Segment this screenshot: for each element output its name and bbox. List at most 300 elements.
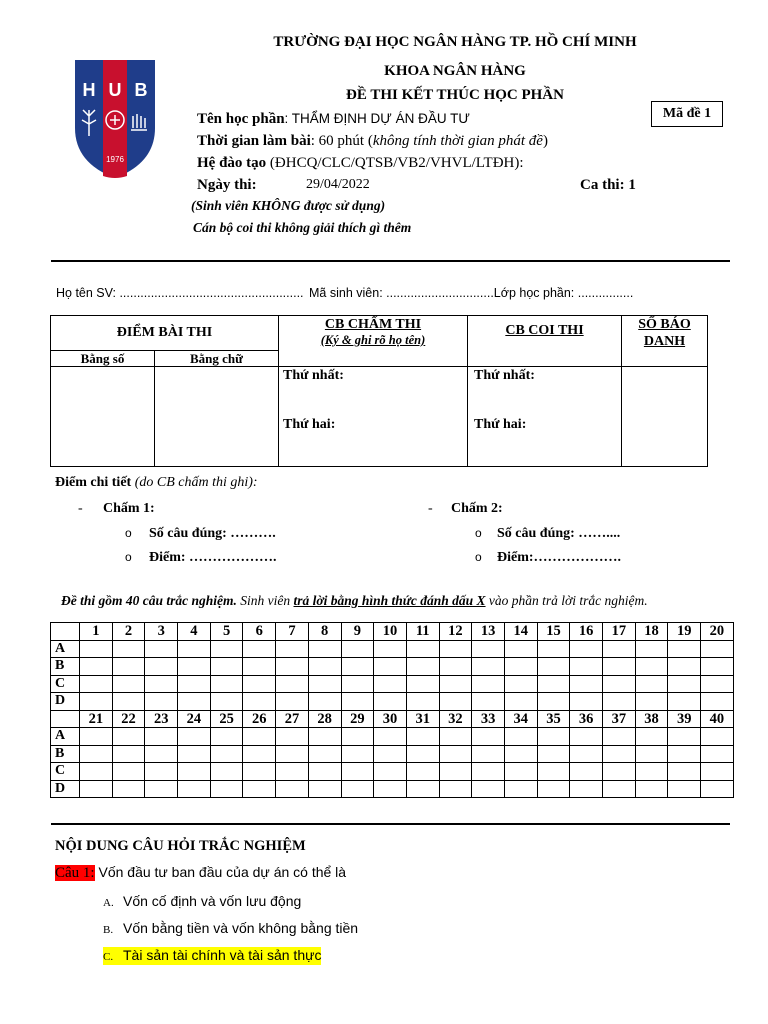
answer-mark-cell[interactable] xyxy=(537,780,570,798)
question-number-cell: 11 xyxy=(406,623,439,641)
answer-mark-cell[interactable] xyxy=(308,728,341,746)
grid-corner-cell xyxy=(51,623,80,641)
answer-mark-cell[interactable] xyxy=(308,675,341,693)
answer-mark-cell[interactable] xyxy=(276,745,309,763)
answer-mark-cell[interactable] xyxy=(635,745,668,763)
answer-mark-cell[interactable] xyxy=(341,780,374,798)
answer-mark-cell[interactable] xyxy=(341,640,374,658)
answer-mark-cell[interactable] xyxy=(308,640,341,658)
answer-mark-cell[interactable] xyxy=(210,780,243,798)
course-label: Tên học phần xyxy=(197,111,285,127)
answer-mark-cell[interactable] xyxy=(668,763,701,781)
detail-label: Điểm chi tiết xyxy=(55,475,132,490)
answer-mark-cell[interactable] xyxy=(537,640,570,658)
answer-mark-cell[interactable] xyxy=(668,745,701,763)
question-number-cell: 27 xyxy=(276,710,309,728)
cham1-bullet-2: o xyxy=(125,550,132,564)
answer-mark-cell[interactable] xyxy=(635,640,668,658)
answer-mark-cell[interactable] xyxy=(243,658,276,676)
question-number-cell: 23 xyxy=(145,710,178,728)
instruction-line xyxy=(61,593,648,609)
section-title: NỘI DUNG CÂU HỎI TRẮC NGHIỆM xyxy=(55,838,306,854)
answer-mark-cell[interactable] xyxy=(243,745,276,763)
question-number-cell: 6 xyxy=(243,623,276,641)
faculty-name: KHOA NGÂN HÀNG xyxy=(384,63,526,79)
answer-mark-cell[interactable] xyxy=(668,780,701,798)
answer-mark-cell[interactable] xyxy=(537,745,570,763)
answer-mark-cell[interactable] xyxy=(210,658,243,676)
logo-letter-b: B xyxy=(134,80,148,100)
question-number-cell: 14 xyxy=(504,623,537,641)
course-name: : THẨM ĐỊNH DỰ ÁN ĐẦU TƯ xyxy=(284,111,470,126)
option-c-text: Tài sản tài chính và tài sản thực xyxy=(123,947,322,963)
answer-mark-cell[interactable] xyxy=(668,675,701,693)
question-number-cell: 19 xyxy=(668,623,701,641)
answer-mark-cell[interactable] xyxy=(178,640,211,658)
answer-mark-cell[interactable] xyxy=(504,745,537,763)
score-number-cell[interactable] xyxy=(51,367,155,467)
answer-mark-cell[interactable] xyxy=(276,763,309,781)
cham2-correct[interactable]: Số câu đúng: …….... xyxy=(497,526,621,541)
question-number-cell: 12 xyxy=(439,623,472,641)
option-a-text: Vốn cố định và vốn lưu động xyxy=(123,893,302,909)
question-1-label: Câu 1: xyxy=(55,865,95,881)
answer-mark-cell[interactable] xyxy=(406,745,439,763)
answer-mark-cell[interactable] xyxy=(504,728,537,746)
answer-mark-cell[interactable] xyxy=(570,693,603,711)
answer-mark-cell[interactable] xyxy=(178,780,211,798)
by-words-label: Bằng chữ xyxy=(190,351,243,366)
choice-letter-cell: C xyxy=(51,763,80,781)
answer-mark-cell[interactable] xyxy=(570,728,603,746)
by-words-header xyxy=(155,351,279,367)
answer-mark-cell[interactable] xyxy=(406,658,439,676)
answer-mark-cell[interactable] xyxy=(504,658,537,676)
question-number-cell: 26 xyxy=(243,710,276,728)
choice-letter-cell: A xyxy=(51,640,80,658)
divider-top xyxy=(51,260,730,262)
answer-mark-cell[interactable] xyxy=(701,780,734,798)
answer-mark-cell[interactable] xyxy=(472,658,505,676)
answer-mark-cell[interactable] xyxy=(80,728,113,746)
choice-letter-cell: B xyxy=(51,658,80,676)
answer-mark-cell[interactable] xyxy=(178,763,211,781)
answer-mark-cell[interactable] xyxy=(112,658,145,676)
answer-mark-cell[interactable] xyxy=(145,780,178,798)
cham1-dash: - xyxy=(78,501,83,516)
answer-mark-cell[interactable] xyxy=(635,658,668,676)
course-line xyxy=(197,111,470,128)
answer-mark-cell[interactable] xyxy=(276,693,309,711)
question-number-cell: 32 xyxy=(439,710,472,728)
answer-mark-cell[interactable] xyxy=(112,675,145,693)
answer-mark-cell[interactable] xyxy=(145,675,178,693)
grid-number-row xyxy=(51,623,734,641)
divider-bottom xyxy=(51,823,730,825)
answer-mark-cell[interactable] xyxy=(80,658,113,676)
answer-mark-cell[interactable] xyxy=(374,640,407,658)
answer-mark-cell[interactable] xyxy=(276,675,309,693)
answer-mark-cell[interactable] xyxy=(80,763,113,781)
answer-mark-cell[interactable] xyxy=(145,745,178,763)
exam-code-box xyxy=(651,101,723,127)
exam-shift: Ca thi: 1 xyxy=(580,177,636,193)
grid-answer-row xyxy=(51,693,734,711)
answer-mark-cell[interactable] xyxy=(603,675,636,693)
grader-header: CB CHẤM THI xyxy=(324,317,422,332)
answer-mark-cell[interactable] xyxy=(210,745,243,763)
answer-mark-cell[interactable] xyxy=(80,780,113,798)
answer-mark-cell[interactable] xyxy=(112,780,145,798)
proctor-header: CB COI THI xyxy=(505,323,584,338)
answer-mark-cell[interactable] xyxy=(570,658,603,676)
question-number-cell: 31 xyxy=(406,710,439,728)
answer-mark-cell[interactable] xyxy=(341,658,374,676)
answer-mark-cell[interactable] xyxy=(112,728,145,746)
question-number-cell: 5 xyxy=(210,623,243,641)
answer-mark-cell[interactable] xyxy=(243,728,276,746)
grid-answer-row xyxy=(51,640,734,658)
answer-mark-cell[interactable] xyxy=(210,693,243,711)
answer-mark-cell[interactable] xyxy=(701,658,734,676)
answer-mark-cell[interactable] xyxy=(374,675,407,693)
answer-mark-cell[interactable] xyxy=(701,763,734,781)
answer-mark-cell[interactable] xyxy=(439,728,472,746)
answer-mark-cell[interactable] xyxy=(701,675,734,693)
question-number-cell: 34 xyxy=(504,710,537,728)
option-b[interactable] xyxy=(103,920,358,938)
answer-mark-cell[interactable] xyxy=(635,780,668,798)
answer-mark-cell[interactable] xyxy=(243,693,276,711)
time-line xyxy=(197,133,548,150)
answer-mark-cell[interactable] xyxy=(374,728,407,746)
score-words-cell[interactable] xyxy=(155,367,279,467)
answer-mark-cell[interactable] xyxy=(635,675,668,693)
grid-answer-row xyxy=(51,675,734,693)
answer-mark-cell[interactable] xyxy=(308,745,341,763)
detail-note: (do CB chấm thi ghi): xyxy=(131,475,258,490)
score-header-cell xyxy=(51,316,279,351)
answer-mark-cell[interactable] xyxy=(439,780,472,798)
program-value: (ĐHCQ/CLC/QTSB/VB2/VHVL/LTĐH): xyxy=(266,155,524,171)
answer-mark-cell[interactable] xyxy=(145,693,178,711)
answer-mark-cell[interactable] xyxy=(145,763,178,781)
answer-mark-cell[interactable] xyxy=(308,763,341,781)
proctor-sign-cell[interactable] xyxy=(468,367,622,467)
option-c-key: C. xyxy=(103,951,114,963)
answer-mark-cell[interactable] xyxy=(537,693,570,711)
answer-mark-cell[interactable] xyxy=(668,640,701,658)
logo-letter-h: H xyxy=(82,80,96,100)
answer-mark-cell[interactable] xyxy=(341,745,374,763)
proctor-second: Thứ hai: xyxy=(474,417,527,432)
exam-date: 29/04/2022 xyxy=(306,177,370,192)
answer-mark-cell[interactable] xyxy=(635,693,668,711)
class-field[interactable]: Lớp học phần: ................ xyxy=(493,286,634,300)
student-id-field[interactable]: Mã sinh viên: ............................... xyxy=(309,286,494,300)
university-name: TRƯỜNG ĐẠI HỌC NGÂN HÀNG TP. HỒ CHÍ MINH xyxy=(273,34,637,50)
answer-mark-cell[interactable] xyxy=(276,728,309,746)
question-number-cell: 24 xyxy=(178,710,211,728)
question-number-cell: 8 xyxy=(308,623,341,641)
answer-mark-cell[interactable] xyxy=(439,675,472,693)
answer-mark-cell[interactable] xyxy=(439,640,472,658)
answer-mark-cell[interactable] xyxy=(603,640,636,658)
answer-mark-cell[interactable] xyxy=(112,640,145,658)
answer-mark-cell[interactable] xyxy=(145,658,178,676)
answer-mark-cell[interactable] xyxy=(570,675,603,693)
instruction-part1: Đề thi gồm 40 câu trắc nghiệm. xyxy=(61,593,237,608)
cham2-label: Chấm 2: xyxy=(451,501,503,516)
question-number-cell: 15 xyxy=(537,623,570,641)
answer-mark-cell[interactable] xyxy=(635,763,668,781)
answer-mark-cell[interactable] xyxy=(504,640,537,658)
answer-mark-cell[interactable] xyxy=(406,675,439,693)
answer-mark-cell[interactable] xyxy=(570,780,603,798)
answer-mark-cell[interactable] xyxy=(112,693,145,711)
cham1-correct[interactable]: Số câu đúng: ………. xyxy=(149,526,276,541)
instruction-part3: trả lời bằng hình thức đánh dấu X xyxy=(293,593,486,608)
answer-mark-cell[interactable] xyxy=(276,640,309,658)
option-a[interactable] xyxy=(103,893,301,911)
answer-mark-cell[interactable] xyxy=(276,780,309,798)
question-1 xyxy=(55,864,346,882)
answer-mark-cell[interactable] xyxy=(210,675,243,693)
question-number-cell: 10 xyxy=(374,623,407,641)
score-table xyxy=(50,315,708,467)
answer-mark-cell[interactable] xyxy=(276,658,309,676)
option-c[interactable] xyxy=(103,947,321,965)
answer-mark-cell[interactable] xyxy=(145,728,178,746)
sbd-header-line1: SỐ BÁO xyxy=(638,317,691,332)
answer-mark-cell[interactable] xyxy=(145,640,178,658)
answer-mark-cell[interactable] xyxy=(210,763,243,781)
answer-mark-cell[interactable] xyxy=(243,763,276,781)
cham2-bullet-2: o xyxy=(475,550,482,564)
answer-mark-cell[interactable] xyxy=(439,693,472,711)
question-number-cell: 40 xyxy=(701,710,734,728)
answer-mark-cell[interactable] xyxy=(603,763,636,781)
detail-line xyxy=(55,475,258,491)
answer-mark-cell[interactable] xyxy=(701,728,734,746)
answer-mark-cell[interactable] xyxy=(701,640,734,658)
question-number-cell: 30 xyxy=(374,710,407,728)
cham1-bullet-1: o xyxy=(125,526,132,540)
answer-mark-cell[interactable] xyxy=(537,763,570,781)
choice-letter-cell: C xyxy=(51,675,80,693)
question-number-cell: 38 xyxy=(635,710,668,728)
question-number-cell: 36 xyxy=(570,710,603,728)
answer-mark-cell[interactable] xyxy=(472,693,505,711)
answer-mark-cell[interactable] xyxy=(341,763,374,781)
answer-mark-cell[interactable] xyxy=(406,693,439,711)
answer-mark-cell[interactable] xyxy=(178,693,211,711)
grader-first: Thứ nhất: xyxy=(283,368,344,383)
answer-mark-cell[interactable] xyxy=(308,693,341,711)
answer-mark-cell[interactable] xyxy=(406,640,439,658)
question-number-cell: 18 xyxy=(635,623,668,641)
answer-mark-cell[interactable] xyxy=(406,763,439,781)
answer-mark-cell[interactable] xyxy=(243,675,276,693)
grader-second: Thứ hai: xyxy=(283,417,336,432)
answer-mark-cell[interactable] xyxy=(243,780,276,798)
sbd-header-line2: DANH xyxy=(643,334,686,349)
hub-logo xyxy=(73,58,157,180)
answer-grid xyxy=(50,622,734,798)
answer-mark-cell[interactable] xyxy=(406,728,439,746)
by-number-header xyxy=(51,351,155,367)
time-close: ) xyxy=(542,133,548,149)
answer-mark-cell[interactable] xyxy=(374,745,407,763)
program-line xyxy=(197,155,524,172)
by-number-label: Bằng số xyxy=(80,351,125,366)
grid-number-row xyxy=(51,710,734,728)
answer-mark-cell[interactable] xyxy=(701,745,734,763)
answer-mark-cell[interactable] xyxy=(374,693,407,711)
answer-mark-cell[interactable] xyxy=(603,780,636,798)
answer-mark-cell[interactable] xyxy=(635,728,668,746)
answer-mark-cell[interactable] xyxy=(308,780,341,798)
question-number-cell: 33 xyxy=(472,710,505,728)
answer-mark-cell[interactable] xyxy=(504,780,537,798)
exam-code: Mã đề 1 xyxy=(662,106,712,121)
answer-mark-cell[interactable] xyxy=(570,745,603,763)
logo-letter-u: U xyxy=(108,80,122,100)
answer-mark-cell[interactable] xyxy=(374,763,407,781)
student-name-field[interactable]: Họ tên SV: ..................................................... xyxy=(56,286,304,300)
answer-mark-cell[interactable] xyxy=(439,763,472,781)
answer-mark-cell[interactable] xyxy=(112,763,145,781)
answer-mark-cell[interactable] xyxy=(406,780,439,798)
question-number-cell: 25 xyxy=(210,710,243,728)
exam-title: ĐỀ THI KẾT THÚC HỌC PHẦN xyxy=(346,87,564,103)
grid-answer-row xyxy=(51,745,734,763)
option-b-key: B. xyxy=(103,924,114,936)
question-number-cell: 29 xyxy=(341,710,374,728)
note-no-materials: (Sinh viên KHÔNG được sử dụng) xyxy=(191,198,386,213)
question-number-cell: 7 xyxy=(276,623,309,641)
question-number-cell: 28 xyxy=(308,710,341,728)
grid-answer-row xyxy=(51,780,734,798)
answer-mark-cell[interactable] xyxy=(537,728,570,746)
cham2-bullet-1: o xyxy=(475,526,482,540)
choice-letter-cell: D xyxy=(51,693,80,711)
answer-mark-cell[interactable] xyxy=(112,745,145,763)
answer-mark-cell[interactable] xyxy=(80,640,113,658)
question-number-cell: 13 xyxy=(472,623,505,641)
choice-letter-cell: B xyxy=(51,745,80,763)
answer-mark-cell[interactable] xyxy=(178,675,211,693)
answer-mark-cell[interactable] xyxy=(210,640,243,658)
grid-answer-row xyxy=(51,763,734,781)
answer-mark-cell[interactable] xyxy=(603,745,636,763)
cham1-score[interactable]: Điểm: ………………. xyxy=(149,550,277,565)
option-b-text: Vốn bằng tiền và vốn không bằng tiền xyxy=(123,920,359,936)
proctor-first: Thứ nhất: xyxy=(474,368,535,383)
answer-mark-cell[interactable] xyxy=(374,780,407,798)
answer-mark-cell[interactable] xyxy=(472,780,505,798)
program-label: Hệ đào tạo xyxy=(197,155,267,171)
question-number-cell: 35 xyxy=(537,710,570,728)
answer-mark-cell[interactable] xyxy=(80,675,113,693)
proctor-header-cell xyxy=(468,316,622,367)
answer-mark-cell[interactable] xyxy=(243,640,276,658)
option-a-key: A. xyxy=(103,897,114,909)
choice-letter-cell: A xyxy=(51,728,80,746)
answer-mark-cell[interactable] xyxy=(472,763,505,781)
answer-mark-cell[interactable] xyxy=(80,693,113,711)
answer-mark-cell[interactable] xyxy=(439,745,472,763)
date-label: Ngày thi: xyxy=(197,177,257,193)
question-number-cell: 2 xyxy=(112,623,145,641)
answer-mark-cell[interactable] xyxy=(537,675,570,693)
answer-mark-cell[interactable] xyxy=(537,658,570,676)
time-label: Thời gian làm bài xyxy=(197,133,311,149)
answer-mark-cell[interactable] xyxy=(439,658,472,676)
answer-mark-cell[interactable] xyxy=(472,745,505,763)
answer-mark-cell[interactable] xyxy=(472,640,505,658)
answer-mark-cell[interactable] xyxy=(701,693,734,711)
grader-sign-cell[interactable] xyxy=(279,367,468,467)
cham2-dash: - xyxy=(428,501,433,516)
answer-mark-cell[interactable] xyxy=(341,675,374,693)
grader-subheader: (Ký & ghi rõ họ tên) xyxy=(320,333,426,347)
answer-mark-cell[interactable] xyxy=(504,693,537,711)
answer-mark-cell[interactable] xyxy=(570,763,603,781)
grid-answer-row xyxy=(51,728,734,746)
question-number-cell: 4 xyxy=(178,623,211,641)
grader-header-cell xyxy=(279,316,468,367)
answer-mark-cell[interactable] xyxy=(603,728,636,746)
answer-mark-cell[interactable] xyxy=(178,745,211,763)
answer-mark-cell[interactable] xyxy=(341,728,374,746)
answer-mark-cell[interactable] xyxy=(603,693,636,711)
answer-mark-cell[interactable] xyxy=(80,745,113,763)
time-note: không tính thời gian phát đề xyxy=(372,133,543,149)
score-header: ĐIỂM BÀI THI xyxy=(116,325,213,340)
question-number-cell: 1 xyxy=(80,623,113,641)
grid-corner-cell xyxy=(51,710,80,728)
question-number-cell: 3 xyxy=(145,623,178,641)
cham2-score[interactable]: Điểm:………………. xyxy=(497,550,622,565)
answer-mark-cell[interactable] xyxy=(178,658,211,676)
answer-mark-cell[interactable] xyxy=(668,693,701,711)
logo-year: 1976 xyxy=(106,155,124,164)
answer-mark-cell[interactable] xyxy=(308,658,341,676)
answer-mark-cell[interactable] xyxy=(341,693,374,711)
answer-mark-cell[interactable] xyxy=(504,763,537,781)
answer-mark-cell[interactable] xyxy=(603,658,636,676)
answer-mark-cell[interactable] xyxy=(472,675,505,693)
question-number-cell: 22 xyxy=(112,710,145,728)
time-value: : 60 phút ( xyxy=(310,133,373,149)
answer-mark-cell[interactable] xyxy=(472,728,505,746)
answer-mark-cell[interactable] xyxy=(668,658,701,676)
question-1-text: Vốn đầu tư ban đầu của dự án có thể là xyxy=(94,864,347,880)
answer-mark-cell[interactable] xyxy=(668,728,701,746)
answer-mark-cell[interactable] xyxy=(570,640,603,658)
answer-mark-cell[interactable] xyxy=(374,658,407,676)
sbd-cell[interactable] xyxy=(622,367,708,467)
answer-mark-cell[interactable] xyxy=(504,675,537,693)
question-number-cell: 20 xyxy=(701,623,734,641)
sbd-header-cell xyxy=(622,316,708,367)
answer-mark-cell[interactable] xyxy=(178,728,211,746)
question-number-cell: 37 xyxy=(603,710,636,728)
question-number-cell: 17 xyxy=(603,623,636,641)
answer-mark-cell[interactable] xyxy=(210,728,243,746)
cham1-label: Chấm 1: xyxy=(103,501,155,516)
